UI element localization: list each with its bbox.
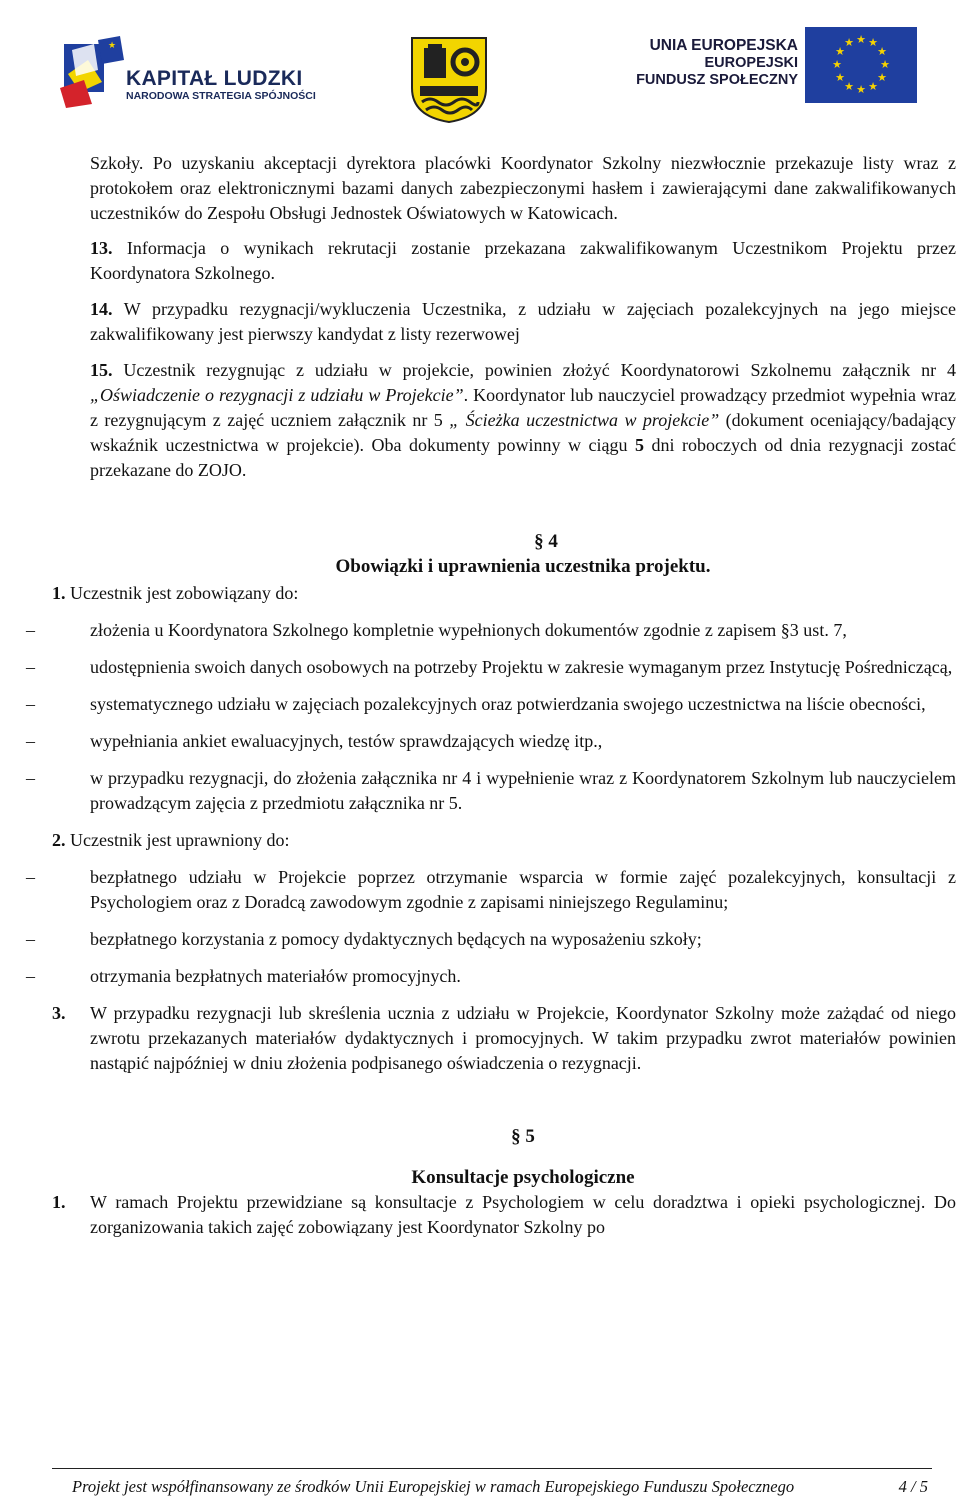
paragraph-14-text: W przypadku rezygnacji/wykluczenia Uczestnika, z udziału w zajęciach pozalekcyjnych na jego miejsce zakwalifikowany jest pierwszy kandydat z listy rezerwowej: [90, 299, 956, 344]
s4-item-1-text: Uczestnik jest zobowiązany do:: [65, 583, 299, 603]
right-text: otrzymania bezpłatnych materiałów promocyjnych.: [90, 966, 461, 986]
document-body: [26, 151, 956, 1240]
duty-text: udostępnienia swoich danych osobowych na potrzeby Projektu w zakresie wymaganym przez Instytucję Pośredniczącą,: [90, 657, 953, 677]
s5-item-1-number: 1.: [52, 1192, 66, 1212]
s5-item-1-text: W ramach Projektu przewidziane są konsultacje z Psychologiem w celu doradztwa i opieki psychologicznej. Do zorganizowania takich zajęć zobowiązany jest Koordynator Szkolny po: [90, 1192, 956, 1237]
page-header: [0, 0, 960, 128]
duties-list: [26, 618, 956, 816]
right-text: bezpłatnego udziału w Projekcie poprzez otrzymanie wsparcia w formie zajęć pozalekcyjnych, konsultacji z Psychologiem oraz z Doradcą zawodowym zgodnie z zapisami niniejszego Regulaminu;: [90, 867, 956, 912]
right-text: bezpłatnego korzystania z pomocy dydaktycznych będących na wyposażeniu szkoły;: [90, 929, 702, 949]
duty-text: w przypadku rezygnacji, do złożenia załącznika nr 4 i wypełnienie wraz z Koordynatorem Szkolnym lub nauczycielem prowadzącym zajęcia z przedmiotu załącznika nr 5.: [90, 768, 956, 813]
dash-bullet: –: [26, 731, 35, 751]
page-footer: [52, 1468, 932, 1496]
rights-list: [26, 865, 956, 989]
eu-flag-icon: [805, 27, 917, 103]
s4-item-2: [52, 828, 956, 853]
svg-text:★: ★: [844, 36, 854, 49]
dash-bullet: –: [26, 966, 35, 986]
paragraph-15-part-b: . Koordynator lub nauczyciel prowadzący przedmiot wypełnia wraz z rezygnującym z zajęć uczniem załącznik nr 5: [90, 385, 956, 430]
section-5-symbol: § 5: [511, 1126, 535, 1147]
dash-bullet: –: [26, 694, 35, 714]
paragraph-15: [90, 358, 956, 483]
dash-bullet: –: [26, 768, 35, 788]
right-item: [26, 865, 956, 915]
duty-item: [26, 618, 956, 643]
paragraph-15-part-d: dni roboczych od dnia rezygnacji zostać przekazane do ZOJO.: [90, 435, 956, 480]
footer-text: Projekt jest współfinansowany ze środków Unii Europejskiej w ramach Europejskiego Funduszu Społecznego: [72, 1477, 795, 1496]
duty-item: [26, 766, 956, 816]
dash-bullet: –: [26, 867, 35, 887]
paragraph-15-italic-2: „ Ścieżka uczestnictwa w projekcie”: [449, 410, 720, 430]
paragraph-15-part-a: Uczestnik rezygnując z udziału w projekcie, powinien złożyć Koordynatorowi Szkolnemu załącznik nr 4: [112, 360, 956, 380]
svg-text:★: ★: [835, 45, 845, 58]
silesia-crest-icon: [410, 36, 488, 124]
svg-text:★: ★: [877, 71, 887, 84]
right-item: [26, 964, 956, 989]
eu-text-block: [598, 36, 798, 89]
duty-text: wypełniania ankiet ewaluacyjnych, testów sprawdzających wiedzę itp.,: [90, 731, 603, 751]
svg-text:★: ★: [832, 58, 842, 71]
duty-item: [26, 655, 956, 680]
s4-item-3-number: 3.: [52, 1003, 66, 1023]
duty-item: [26, 692, 956, 717]
svg-text:★: ★: [868, 36, 878, 49]
paragraph-13-text: Informacja o wynikach rekrutacji zostanie przekazana zakwalifikowanym Uczestnikom Projektu przez Koordynatora Szkolnego.: [90, 238, 956, 283]
s4-item-1: [52, 581, 956, 606]
intro-paragraph: Szkoły. Po uzyskaniu akceptacji dyrektora placówki Koordynator Szkolny niezwłocznie przekazuje listy wraz z protokołem oraz elektronicznymi bazami danych zabezpieczonymi hasłem i zawierającymi dane zakwalifikowanych uczestników do Zespołu Obsługi Jednostek Oświatowych w Katowicach.: [90, 153, 956, 223]
svg-text:★: ★: [880, 58, 890, 71]
section-4-title: Obowiązki i uprawnienia uczestnika projektu.: [335, 556, 711, 577]
s4-item-2-number: 2.: [52, 830, 66, 850]
paragraph-15-number: 15.: [90, 360, 113, 380]
eu-subtitle-1: EUROPEJSKI: [704, 55, 798, 71]
paragraph-15-bold: 5: [635, 435, 645, 455]
paragraph-14-number: 14.: [90, 299, 113, 319]
section-4-symbol: § 4: [534, 531, 558, 552]
s4-item-3: [52, 1001, 956, 1076]
paragraph-14: [90, 297, 956, 347]
duty-text: systematycznego udziału w zajęciach pozalekcyjnych oraz potwierdzania swojego uczestnictwa na liście obecności,: [90, 694, 926, 714]
paragraph-15-italic-1: „Oświadczenie o rezygnacji z udziału w Projekcie”: [90, 385, 464, 405]
s4-item-3-text: W przypadku rezygnacji lub skreślenia ucznia z udziału w Projekcie, Koordynator Szkolny może zażądać od niego zwrotu przekazanych materiałów dydaktycznych i promocyjnych. W takim przypadku zwrot materiałów powinien nastąpić najpóźniej w dniu złożenia podpisanego oświadczenia o rezygnacji.: [90, 1003, 956, 1073]
paragraph-13-number: 13.: [90, 238, 113, 258]
right-item: [26, 927, 956, 952]
dash-bullet: –: [26, 929, 35, 949]
svg-text:★: ★: [844, 80, 854, 93]
svg-text:★: ★: [108, 40, 117, 50]
duty-text: złożenia u Koordynatora Szkolnego kompletnie wypełnionych dokumentów zgodnie z zapisem §3 ust. 7,: [90, 620, 847, 640]
eu-subtitle-2: FUNDUSZ SPOŁECZNY: [636, 72, 798, 88]
dash-bullet: –: [26, 620, 35, 640]
s5-item-1: [52, 1190, 956, 1240]
svg-text:★: ★: [868, 80, 878, 93]
kapital-ludzki-text: [126, 68, 316, 103]
kapital-ludzki-title: KAPITAŁ LUDZKI: [126, 67, 303, 90]
eu-title: UNIA EUROPEJSKA: [649, 37, 798, 54]
svg-text:★: ★: [877, 45, 887, 58]
paragraph-15-part-c: (dokument oceniający/badający wskaźnik uczestnictwa w projekcie). Oba dokumenty powinny w ciągu: [90, 410, 956, 455]
duty-item: [26, 729, 956, 754]
section-5-title: Konsultacje psychologiczne: [411, 1167, 635, 1188]
s4-item-2-text: Uczestnik jest uprawniony do:: [65, 830, 290, 850]
page-number: 4 / 5: [898, 1477, 928, 1496]
s4-item-1-number: 1.: [52, 583, 66, 603]
paragraph-13: [90, 236, 956, 286]
svg-text:★: ★: [856, 33, 866, 46]
svg-text:★: ★: [856, 83, 866, 96]
dash-bullet: –: [26, 657, 35, 677]
kapital-ludzki-subtitle: NARODOWA STRATEGIA SPÓJNOŚCI: [126, 90, 316, 102]
svg-text:★: ★: [835, 71, 845, 84]
